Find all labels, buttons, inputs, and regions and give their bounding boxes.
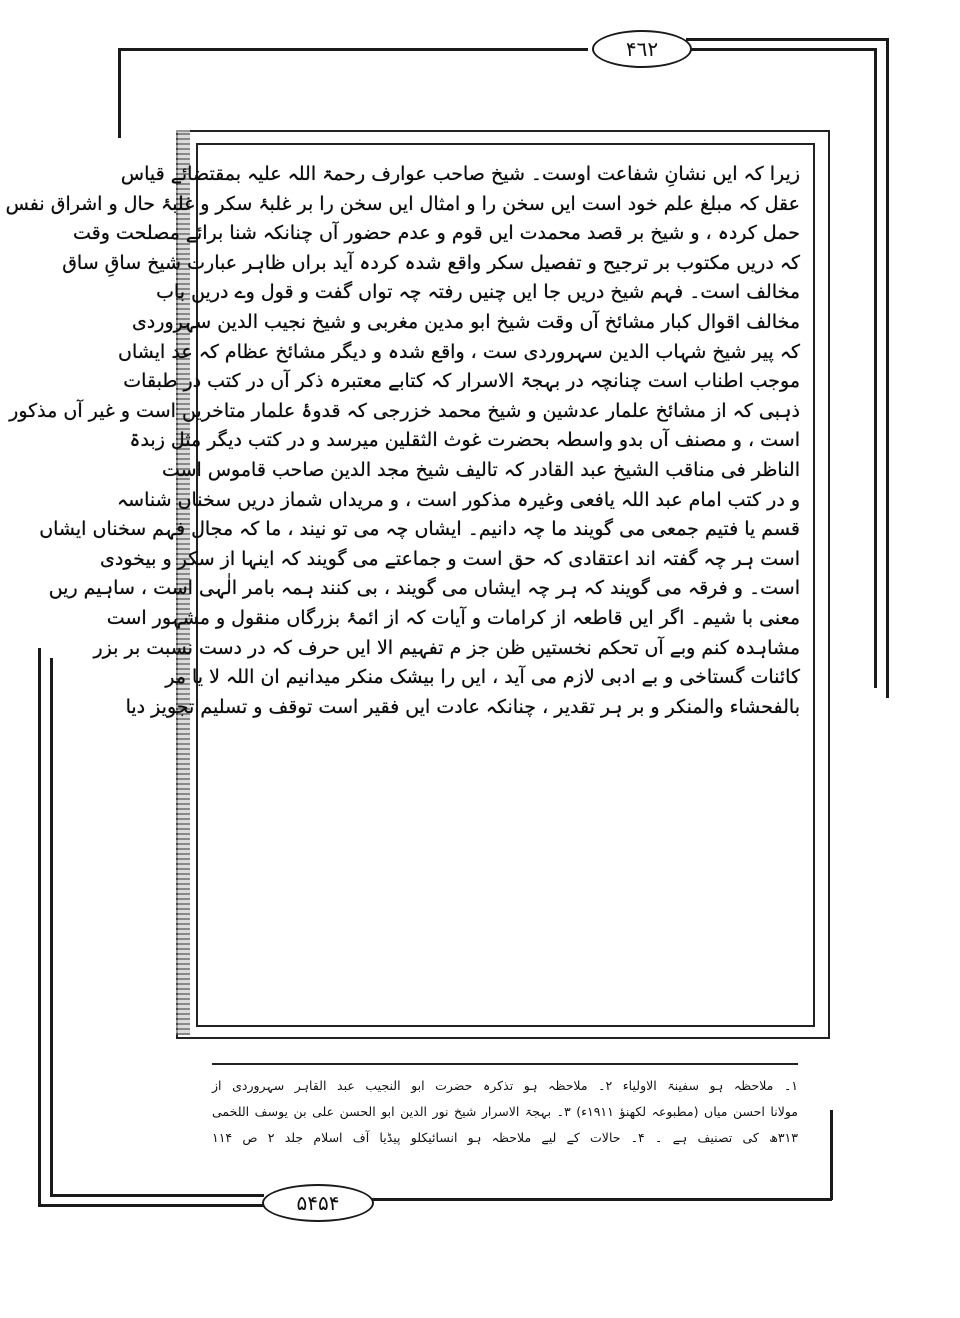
body-line: حمل کردہ ، و شیخ بر قصد محمدت ایں قوم و عدم حضور آں چنانکہ شنا برائے مصلحت وقت xyxy=(72,222,800,245)
header-page-number-oval xyxy=(592,30,692,68)
body-line: زیرا کہ ایں نشانِ شفاعت اوست۔ شیخ صاحب عوارف رحمۃ اللہ علیہ بمقتضائے قیاس xyxy=(120,163,800,185)
footnote-line: ۳۱۳ھ کی تصنیف ہے ۔ ۴۔ حالات کے لیے ملاحظہ ہو انسائیکلو پیڈیا آف اسلام جلد ۲ ص ۱۱۴ xyxy=(212,1130,798,1145)
frame-left-top-vertical xyxy=(118,48,121,138)
frame-bottom-right-line xyxy=(370,1198,832,1201)
footnote-separator xyxy=(212,1063,798,1065)
body-line: مشاہدہ کنم وبے آں تحکم نخستیں ظن جز م تفہیم الا ایں حرف کہ در دست نسبت بر بزر xyxy=(93,636,800,659)
footnotes xyxy=(212,1073,798,1151)
body-line: کائنات گستاخی و بے ادبی لازم می آید ، ایں را بیشک منکر میدانیم ان اللہ لا یا مر xyxy=(165,666,800,689)
body-line: ذہبی کہ از مشائخ علمار عدشین و شیخ محمد خزرجی کہ قدوۂ علمار متاخریں است و غیر آں مذکور xyxy=(9,399,800,422)
body-line: عقل کہ مبلغ علم خود است ایں سخن را و امثال ایں سخن را بر غلبۂ سکر و غلبۂ حال و اشراق نفس xyxy=(5,192,800,215)
frame-top-right-line xyxy=(686,38,886,41)
body-line: است۔ و فرقہ می گویند کہ ہر چہ ایشاں می گویند ، بی کنند ہمہ بامر الٰہی است ، ساہیم ریں xyxy=(48,577,800,600)
body-line: مخالف است۔ فہم شیخ دریں جا ایں چنیں رفتہ چہ تواں گفت و قول وے دریں باب xyxy=(156,281,800,304)
footnote-line: ۱۔ ملاحظہ ہو سفینۃ الاولیاء ۲۔ ملاحظہ ہو تذکرہ حضرت ابو النجیب عبد القاہر سہروردی از xyxy=(212,1078,798,1093)
frame-bottom-left-outer xyxy=(38,1204,264,1207)
body-line: و در کتب امام عبد اللہ یافعی وغیرہ مذکور است ، و مریداں شماز دریں سخناں شناسہ xyxy=(117,488,800,511)
frame-top-left-line xyxy=(118,48,588,51)
footnote-line: مولانا احسن میاں (مطبوعہ لکھنؤ ۱۹۱۱ء) ۳۔ بہجۃ الاسرار شیخ نور الدین ابو الحسن علی بن یوسف اللخمی xyxy=(212,1104,798,1119)
body-line: معنی با شیم۔ اگر ایں قاطعہ از کرامات و آیات کہ از ائمۂ بزرگاں منقول و مشہور است xyxy=(106,606,800,629)
body-line: است ، و مصنف آں بدو واسطہ بحضرت غوث الثقلین میرسد و در کتب دیگر مثل زبدۃ xyxy=(129,429,800,452)
frame-right-vertical-inner xyxy=(874,48,877,688)
footer-page-number-oval xyxy=(262,1184,374,1222)
frame-right-vertical-outer xyxy=(886,38,889,698)
frame-left-vertical-inner xyxy=(50,658,53,1194)
body-line: بالفحشاء والمنکر و بر ہر تقدیر ، چنانکہ عادت ایں فقیر است توقف و تسلیم تجویز دیا xyxy=(125,695,800,718)
body-line: کہ دریں مکتوب بر ترجیح و تفصیل سکر واقع شدہ کردہ آید براں ظاہر عبارت شیخ ساقِ ساق xyxy=(62,251,800,274)
frame-top-right-line-inner xyxy=(686,48,876,51)
header-page-number: ۴٦٢ xyxy=(625,37,659,61)
body-line: قسم یا فتیم جمعی می گویند ما چہ دانیم۔ ایشاں چہ می تو نیند ، ما کہ مجال فہم سخناں ایشاں xyxy=(39,518,800,541)
body-line: کہ پیر شیخ شہاب الدین سہروردی ست ، واقع شدہ و دیگر مشائخ عظام کہ عد ایشاں xyxy=(118,340,800,363)
frame-bottom-left-inner xyxy=(50,1194,264,1197)
frame-right-bottom-vertical xyxy=(830,1110,833,1200)
body-line: الناظر فی مناقب الشیخ عبد القادر کہ تالیف شیخ مجد الدین صاحب قاموس است xyxy=(161,458,800,481)
frame-left-vertical-outer xyxy=(38,648,41,1204)
footer-page-number: ۵۴۵۴ xyxy=(296,1191,340,1215)
body-text xyxy=(5,160,800,872)
body-line: مخالف اقوال کبار مشائخ آں وقت شیخ ابو مدین مغربی و شیخ نجیب الدین سہروردی xyxy=(131,310,800,333)
body-line: موجب اطناب است چنانچہ در بہجۃ الاسرار کہ کتابے معتبرہ ذکر آں در کتب در طبقات xyxy=(123,370,800,393)
body-line: است ہر چہ گفتہ اند اعتقادی کہ حق است و جماعتے می گویند کہ اینہا از سکر و بیخودی xyxy=(100,547,800,570)
